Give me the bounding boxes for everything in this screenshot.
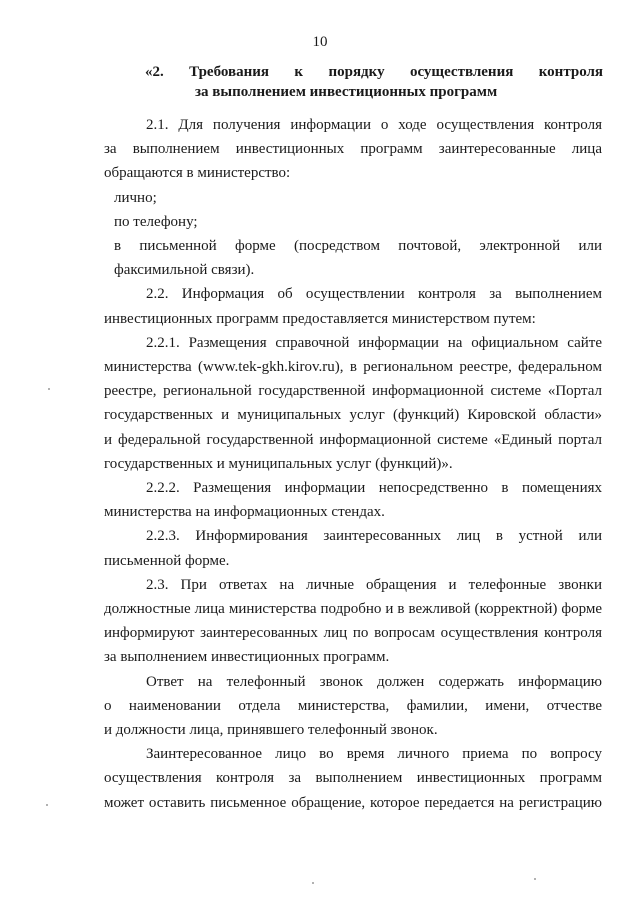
text-line: министерства на информационных стендах.	[104, 504, 385, 521]
text-line: за выполнением инвестиционных программ.	[104, 649, 390, 666]
text-line: лично;	[114, 189, 157, 206]
text-line: за выполнением инвестиционных программ заинтересованные лица	[104, 141, 602, 158]
text-line: обращаются в министерство:	[104, 165, 291, 182]
section-heading-line-2: за выполнением инвестиционных программ	[195, 84, 498, 100]
heading-word: контроля	[538, 64, 604, 80]
text-line: информируют заинтересованных лиц по вопросам осуществления контроля	[104, 625, 602, 642]
text-line: инвестиционных программ предоставляется министерством путем:	[104, 310, 536, 327]
text-line: осуществления контроля за выполнением инвестиционных программ	[104, 770, 602, 787]
text-line: 2.1. Для получения информации о ходе осуществления контроля	[146, 117, 602, 133]
text-line: реестре, региональной государственной информационной системе «Портал	[104, 383, 602, 400]
text-line: государственных и муниципальных услуг (функций)».	[104, 455, 453, 472]
heading-word: Требования	[189, 64, 270, 80]
heading-word: порядку	[328, 64, 385, 80]
text-line: может оставить письменное обращение, которое передается на регистрацию	[104, 794, 602, 811]
text-line: и должности лица, принявшего телефонный звонок.	[104, 722, 438, 739]
text-line: государственных и муниципальных услуг (функций) Кировской области»	[104, 407, 602, 424]
text-line: письменной форме.	[104, 552, 230, 569]
heading-word: к	[294, 64, 304, 80]
heading-word: осуществления	[409, 64, 514, 80]
text-line: 2.2.3. Информирования заинтересованных лиц в устной или	[146, 528, 602, 545]
heading-word: «2.	[145, 64, 164, 80]
text-line: должностные лица министерства подробно и в вежливой (корректной) форме	[104, 601, 602, 618]
scan-speck	[534, 878, 536, 880]
text-line: о наименовании отдела министерства, фамилии, имени, отчестве	[104, 697, 602, 714]
text-line: по телефону;	[114, 213, 198, 230]
text-line: Заинтересованное лицо во время личного приема по вопросу	[146, 746, 602, 763]
section-heading-line-1	[145, 62, 603, 82]
scan-speck	[48, 388, 50, 390]
scan-speck	[46, 804, 48, 806]
scan-speck	[312, 882, 314, 884]
text-line: факсимильной связи).	[114, 262, 255, 279]
text-line: в письменной форме (посредством почтовой, электронной или	[114, 238, 602, 255]
text-line: 2.3. При ответах на личные обращения и телефонные звонки	[146, 576, 602, 593]
body-text	[104, 113, 602, 815]
text-line: 2.2.2. Размещения информации непосредственно в помещениях	[146, 480, 602, 497]
text-line: Ответ на телефонный звонок должен содержать информацию	[146, 673, 602, 690]
text-line: и федеральной государственной информационной системе «Единый портал	[104, 431, 602, 448]
page-number: 10	[312, 34, 328, 50]
text-line: 2.2. Информация об осуществлении контроля за выполнением	[146, 286, 602, 303]
text-line: 2.2.1. Размещения справочной информации на официальном сайте	[146, 334, 602, 351]
text-line: министерства (www.tek-gkh.kirov.ru), в региональном реестре, федеральном	[104, 359, 602, 376]
